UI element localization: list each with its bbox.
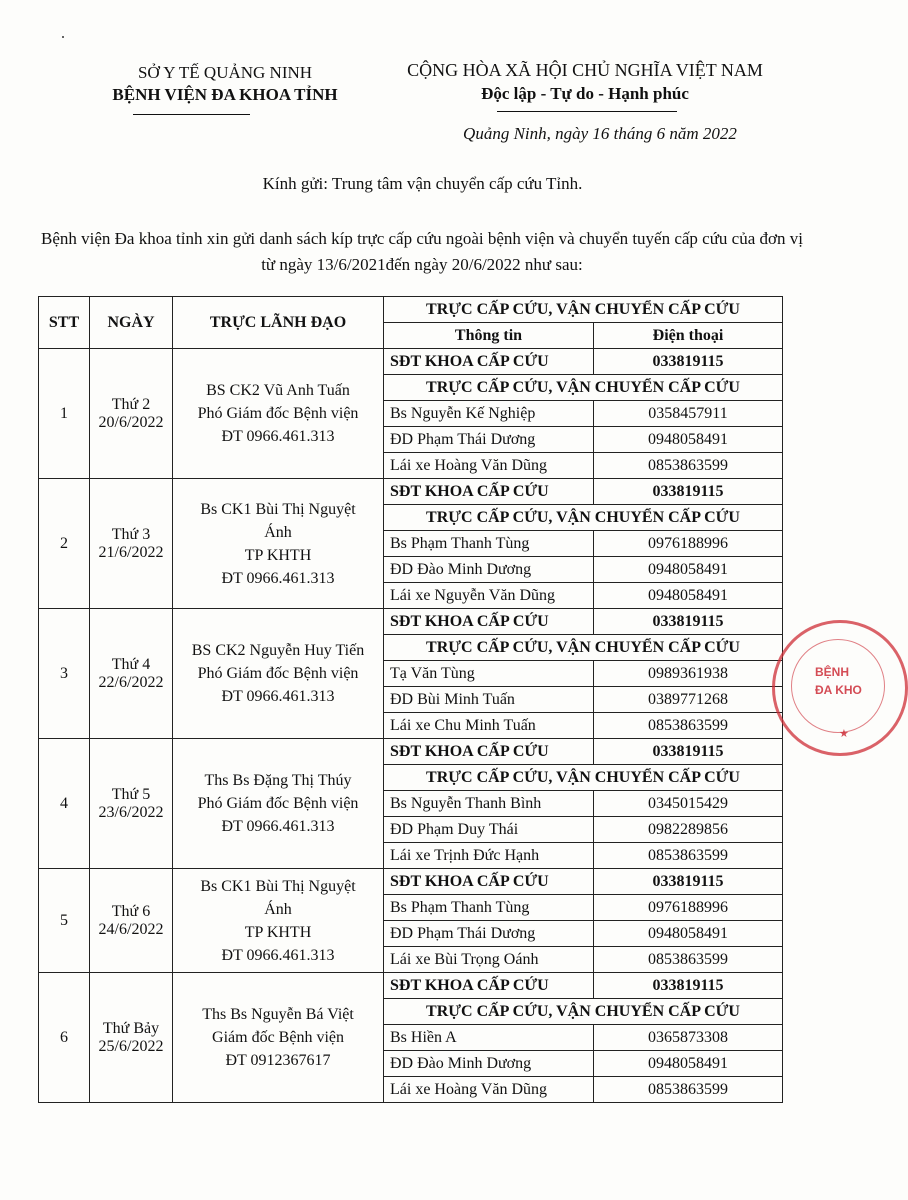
- row-stt: 5: [39, 869, 90, 973]
- emergency-dept-label: SĐT KHOA CẤP CỨU: [384, 739, 594, 765]
- staff-phone: 0948058491: [594, 1051, 783, 1077]
- lead-line: BS CK2 Vũ Anh Tuấn: [206, 382, 350, 399]
- star-icon: ★: [839, 728, 849, 740]
- day-date: 25/6/2022: [98, 1037, 164, 1055]
- duty-subheader: TRỰC CẤP CỨU, VẬN CHUYỂN CẤP CỨU: [384, 505, 783, 531]
- row-stt: 2: [39, 479, 90, 609]
- table-row: [39, 869, 783, 895]
- lead-line: Phó Giám đốc Bệnh viện: [197, 665, 359, 682]
- weekday: Thứ 4: [111, 655, 151, 673]
- weekday: Thứ 5: [111, 785, 151, 803]
- staff-phone: 0365873308: [594, 1025, 783, 1051]
- duty-subheader: TRỰC CẤP CỨU, VẬN CHUYỂN CẤP CỨU: [384, 999, 783, 1025]
- row-stt: 4: [39, 739, 90, 869]
- lead-line: ĐT 0966.461.313: [221, 688, 335, 705]
- staff-name: ĐD Bùi Minh Tuấn: [384, 687, 594, 713]
- national-heading: [390, 58, 780, 106]
- staff-name: ĐD Phạm Thái Dương: [384, 427, 594, 453]
- staff-name: ĐD Đào Minh Dương: [384, 557, 594, 583]
- emergency-dept-phone: 033819115: [594, 479, 783, 505]
- weekday: Thứ Bảy: [102, 1019, 160, 1037]
- header-info: Thông tin: [384, 323, 594, 349]
- emergency-dept-label: SĐT KHOA CẤP CỨU: [384, 479, 594, 505]
- row-day: [90, 739, 173, 869]
- lead-line: TP KHTH: [244, 546, 312, 564]
- intro-paragraph: Bệnh viện Đa khoa tỉnh xin gửi danh sách kíp trực cấp cứu ngoài bệnh viện và chuyển tuyến cấp cứu của đơn vị từ ngày 13/6/2021đến ngày 20/6/2022 như sau:: [41, 229, 803, 274]
- staff-phone: 0853863599: [594, 713, 783, 739]
- staff-phone: 0389771268: [594, 687, 783, 713]
- lead-line: ĐT 0966.461.313: [221, 569, 335, 587]
- emergency-dept-phone: 033819115: [594, 973, 783, 999]
- row-leadership: [173, 973, 384, 1103]
- lead-line: Ths Bs Đặng Thị Thúy: [204, 772, 352, 789]
- day-date: 22/6/2022: [98, 673, 164, 691]
- department-name: SỞ Y TẾ QUẢNG NINH: [137, 63, 313, 82]
- staff-name: Tạ Văn Tùng: [384, 661, 594, 687]
- emergency-dept-label: SĐT KHOA CẤP CỨU: [384, 869, 594, 895]
- staff-name: ĐD Phạm Thái Dương: [384, 921, 594, 947]
- emergency-dept-phone: 033819115: [594, 739, 783, 765]
- org-underline: [133, 114, 250, 115]
- lead-line: Ánh: [264, 523, 292, 541]
- staff-phone: 0989361938: [594, 661, 783, 687]
- staff-phone: 0345015429: [594, 791, 783, 817]
- staff-phone: 0853863599: [594, 1077, 783, 1103]
- staff-name: Bs Nguyễn Kế Nghiệp: [384, 401, 594, 427]
- lead-line: ĐT 0966.461.313: [221, 946, 335, 964]
- staff-phone: 0358457911: [594, 401, 783, 427]
- emergency-dept-phone: 033819115: [594, 349, 783, 375]
- lead-line: ĐT 0912367617: [225, 1052, 331, 1069]
- staff-phone: 0853863599: [594, 453, 783, 479]
- staff-name: Lái xe Chu Minh Tuấn: [384, 713, 594, 739]
- row-leadership: [173, 609, 384, 739]
- row-leadership: [173, 479, 384, 609]
- header-stt: STT: [39, 297, 90, 349]
- table-row: [39, 973, 783, 999]
- duty-roster-table: [38, 296, 783, 1103]
- row-leadership: [173, 349, 384, 479]
- day-date: 23/6/2022: [98, 803, 164, 821]
- document-date: Quảng Ninh, ngày 16 tháng 6 năm 2022: [463, 124, 737, 143]
- lead-line: ĐT 0966.461.313: [221, 428, 335, 445]
- row-day: [90, 869, 173, 973]
- lead-line: Giám đốc Bệnh viện: [212, 1029, 344, 1046]
- emergency-dept-label: SĐT KHOA CẤP CỨU: [384, 973, 594, 999]
- header-leadership: TRỰC LÃNH ĐẠO: [173, 297, 384, 349]
- staff-phone: 0853863599: [594, 947, 783, 973]
- emergency-dept-phone: 033819115: [594, 609, 783, 635]
- header-day: NGÀY: [90, 297, 173, 349]
- emergency-dept-label: SĐT KHOA CẤP CỨU: [384, 349, 594, 375]
- day-date: 21/6/2022: [98, 543, 164, 561]
- lead-line: Bs CK1 Bùi Thị Nguyệt: [200, 500, 356, 518]
- staff-name: Lái xe Hoàng Văn Dũng: [384, 1077, 594, 1103]
- row-stt: 1: [39, 349, 90, 479]
- staff-name: Lái xe Bùi Trọng Oánh: [384, 947, 594, 973]
- row-stt: 3: [39, 609, 90, 739]
- staff-name: ĐD Phạm Duy Thái: [384, 817, 594, 843]
- emergency-dept-phone: 033819115: [594, 869, 783, 895]
- seal-text-line: BỆNH: [815, 665, 850, 679]
- row-leadership: [173, 869, 384, 973]
- lead-line: Ánh: [264, 900, 292, 918]
- lead-line: Bs CK1 Bùi Thị Nguyệt: [200, 877, 356, 895]
- weekday: Thứ 6: [111, 902, 151, 920]
- staff-name: Bs Phạm Thanh Tùng: [384, 531, 594, 557]
- lead-line: TP KHTH: [244, 923, 312, 941]
- staff-phone: 0948058491: [594, 921, 783, 947]
- lead-line: Ths Bs Nguyễn Bá Việt: [202, 1006, 354, 1023]
- hospital-name: BỆNH VIỆN ĐA KHOA TỈNH: [112, 85, 338, 104]
- table-row: [39, 349, 783, 375]
- row-leadership: [173, 739, 384, 869]
- staff-name: Lái xe Nguyễn Văn Dũng: [384, 583, 594, 609]
- emergency-dept-label: SĐT KHOA CẤP CỨU: [384, 609, 594, 635]
- duty-subheader: TRỰC CẤP CỨU, VẬN CHUYỂN CẤP CỨU: [384, 375, 783, 401]
- seal-text-line: ĐA KHO: [815, 683, 862, 697]
- motto-underline: [497, 111, 677, 112]
- issuing-organization: [70, 62, 380, 106]
- row-day: [90, 609, 173, 739]
- seal-text: [815, 663, 862, 699]
- row-stt: 6: [39, 973, 90, 1103]
- staff-name: ĐD Đào Minh Dương: [384, 1051, 594, 1077]
- row-day: [90, 479, 173, 609]
- row-day: [90, 349, 173, 479]
- table-row: [39, 609, 783, 635]
- staff-name: Bs Phạm Thanh Tùng: [384, 895, 594, 921]
- weekday: Thứ 3: [111, 525, 151, 543]
- staff-phone: 0976188996: [594, 895, 783, 921]
- lead-line: BS CK2 Nguyễn Huy Tiến: [191, 642, 365, 659]
- day-date: 24/6/2022: [98, 920, 164, 938]
- staff-name: Bs Hiền A: [384, 1025, 594, 1051]
- table-row: [39, 739, 783, 765]
- country-name: CỘNG HÒA XÃ HỘI CHỦ NGHĨA VIỆT NAM: [407, 60, 763, 80]
- hospital-seal-stamp: [772, 620, 908, 756]
- lead-line: Phó Giám đốc Bệnh viện: [197, 405, 359, 422]
- staff-phone: 0948058491: [594, 427, 783, 453]
- weekday: Thứ 2: [111, 395, 151, 413]
- table-row: [39, 479, 783, 505]
- staff-phone: 0948058491: [594, 583, 783, 609]
- duty-subheader: TRỰC CẤP CỨU, VẬN CHUYỂN CẤP CỨU: [384, 635, 783, 661]
- row-day: [90, 973, 173, 1103]
- header-emergency-duty: TRỰC CẤP CỨU, VẬN CHUYỂN CẤP CỨU: [384, 297, 783, 323]
- roster-body: [39, 349, 783, 1103]
- lead-line: Phó Giám đốc Bệnh viện: [197, 795, 359, 812]
- lead-line: ĐT 0966.461.313: [221, 818, 335, 835]
- staff-name: Lái xe Trịnh Đức Hạnh: [384, 843, 594, 869]
- motto: Độc lập - Tự do - Hạnh phúc: [481, 84, 689, 103]
- staff-phone: 0982289856: [594, 817, 783, 843]
- day-date: 20/6/2022: [98, 413, 164, 431]
- staff-phone: 0853863599: [594, 843, 783, 869]
- duty-subheader: TRỰC CẤP CỨU, VẬN CHUYỂN CẤP CỨU: [384, 765, 783, 791]
- scan-speck: [62, 36, 64, 38]
- salutation: Kính gửi: Trung tâm vận chuyển cấp cứu Tỉnh.: [262, 174, 583, 193]
- header-phone: Điện thoại: [594, 323, 783, 349]
- staff-phone: 0948058491: [594, 557, 783, 583]
- staff-name: Bs Nguyễn Thanh Bình: [384, 791, 594, 817]
- staff-name: Lái xe Hoàng Văn Dũng: [384, 453, 594, 479]
- staff-phone: 0976188996: [594, 531, 783, 557]
